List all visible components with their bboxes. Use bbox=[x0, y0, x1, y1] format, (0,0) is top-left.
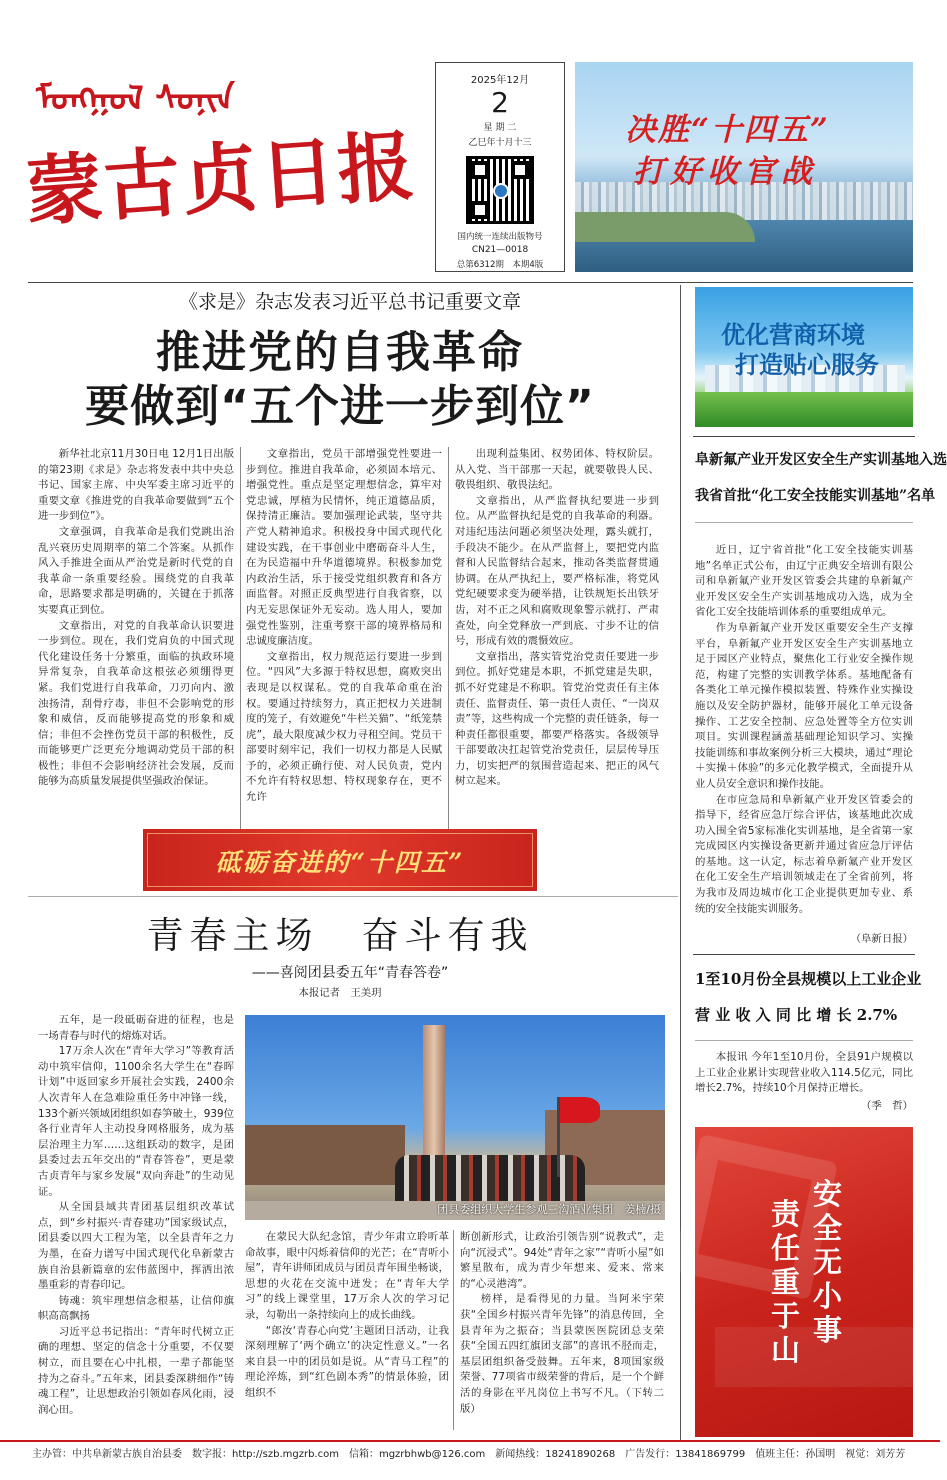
right-article1-headline-1: 阜新氟产业开发区安全生产实训基地入选 bbox=[695, 452, 947, 468]
date-line: 2025年12月 bbox=[470, 75, 530, 86]
lead-col3-p1: 出现利益集团、权势团体、特权阶层。从入党、当干部那一天起，就要敬畏人民、敬畏组织、敬畏法纪。 bbox=[455, 448, 659, 492]
lunar-date: 乙巳年十月十三 bbox=[468, 138, 532, 148]
lead-col2-p2: 文章指出，权力规范运行要进一步到位。“四风”大多源于特权思想，腐败突出表现是以权谋私。党的自我革命重在治权。要通过持续努力，真正把权力关进制度的笼子，有效避免“牛栏关猫”、“纸笼禁虎”，最大限度减少权力寻租空间。党员干部要时刻牢记，我们一切权力都是人民赋予的，必须正确行使、对人民负责，党内不允许有特权思想、特权现象存在，更不允许 bbox=[246, 650, 442, 804]
feature-col-1 bbox=[38, 1013, 234, 1435]
lead-col-3 bbox=[455, 447, 659, 843]
feature-col-2 bbox=[245, 1230, 449, 1435]
feature-col1-p5: 习近平总书记指出：“青年时代树立正确的理想、坚定的信念十分重要，不仅要树立，而且要在心中扎根，一辈子都能坚持为之奋斗。”五年来，团县委深耕细作“铸魂工程”，让思想政治引领如春风化雨，浸润心田。 bbox=[38, 1325, 234, 1416]
right-article1-source: （阜新日报） bbox=[830, 930, 913, 945]
right-article1-p3: 在市应急局和阜新氟产业开发区管委会的指导下，经省应急厅综合评估，该基地此次成功入围全省5家标准化实训基地，是全省第一家完成园区内实操设备更新并通过省应急厅评估的基地。这一认定，标志着阜新氟产业开发区在化工安全生产培训领域走在了全省前列，将为我市及周边城市化工企业提供更加专业、系统的安全技能实训服务。 bbox=[695, 793, 913, 915]
banner-top-line2: 打好收官战 bbox=[633, 154, 818, 190]
right-banner-safety-line1: 安全无小事 bbox=[813, 1177, 843, 1347]
banner-top bbox=[575, 62, 913, 272]
feature-col1-p2: 17万余人次在“青年大学习”等教育活动中筑牢信仰，1100余名大学生在“春晖计划”中返回家乡开展社会实践，2400余人次青年人在急难险重任务中冲锋一线，133个新兴领域团组织如春笋破土，939位各行业青年人主动投身网格服务，成为基层治理主力军……这组跃动的数字，是团县委过去五年交出的“青春答卷”，更是蒙古贞青年与家乡发展“双向奔赴”的生动见证。 bbox=[38, 1045, 234, 1198]
section-banner-text: 砥砺奋进的“十四五” bbox=[215, 848, 465, 877]
lead-col-2 bbox=[246, 447, 442, 843]
right-article2-author: （季 哲） bbox=[840, 1097, 913, 1112]
date-box bbox=[435, 62, 565, 272]
right-banner-business-line2: 打造贴心服务 bbox=[735, 351, 879, 379]
feature-col2-p2: “郎汝‘青春心向党’主题团日活动，让我深刻理解了‘两个确立’的决定性意义。”一名来自县一中的团员如是说。从“青马工程”的理论淬炼，到“红色剧本秀”的情景体验，团组织不 bbox=[245, 1324, 449, 1399]
issn-label: 国内统一连续出版物号 bbox=[457, 232, 543, 242]
feature-col2-p1: 在蒙民大队纪念馆，青少年肃立聆听革命故事，眼中闪烁着信仰的光芒；在“青听小屋”，青年讲师团成员与团员青年围坐畅谈，思想的火花在交流中迸发；在“青年大学习”的线上课堂里，17万余人次的学习记录，勾勒出一条持续向上的成长曲线。 bbox=[245, 1231, 449, 1321]
feature-col1-p3: 从全国县域共青团基层组织改革试点，到“乡村振兴·青春建功”国家级试点，团县委以四大工程为笔，以全县青年之力为墨，在奋力谱写中国式现代化阜新蒙古族自治县新篇章的宏伟蓝图中，挥洒出浓墨重彩的青春印记。 bbox=[38, 1201, 234, 1292]
right-article1-body bbox=[695, 543, 913, 929]
feature-photo-caption: 团县委组织大学生参观三沟酒业集团 姜楠/摄 bbox=[437, 1203, 661, 1216]
feature-col3-p2: 榜样，是看得见的力量。当阿米宇荣获“全国乡村振兴青年先锋”的消息传回，全县青年为之振奋；当县蒙医医院团总支荣获“全国五四红旗团支部”的喜讯不胫而走，基层团组织备受鼓舞。五年来，8项国家级荣誉、77项省市级荣誉的背后，是一个个鲜活的身影在平凡岗位上书写不凡。（下转二版） bbox=[460, 1293, 664, 1415]
feature-col3-p1: 断创新形式，让政治引领告别“说教式”，走向“沉浸式”。94处“青年之家”“青听小屋”如繁星散布，成为青少年想来、爱来、常来的“心灵港湾”。 bbox=[460, 1231, 664, 1290]
footer: 主办管：中共阜新蒙古族自治县委 数字报：http://szb.mgzrb.com 信箱：mgzrbhwb@126.com 新闻热线：18241890268 广告发行：13841869799 值班主任：孙国明 视觉：刘芳芳 bbox=[32, 1449, 906, 1460]
lead-headline-2: 要做到“五个进一步到位” bbox=[85, 381, 595, 432]
banner-top-line1: 决胜“十四五” bbox=[625, 112, 830, 148]
right-article1-p1: 近日，辽宁省首批“化工安全技能实训基地”名单正式公布，由辽宁正典安全培训有限公司和阜新氟产业开发区管委会共建的阜新氟产业开发区安全生产实训基地成功入选，成为全省化工安全技能培训体系的重要组成单元。 bbox=[695, 544, 913, 619]
feature-col-3 bbox=[460, 1230, 664, 1435]
feature-col1-p4: 铸魂：筑牢理想信念根基，让信仰旗帜高高飘扬 bbox=[38, 1294, 234, 1323]
lead-headline-1: 推进党的自我革命 bbox=[156, 327, 524, 378]
lead-kicker: 《求是》杂志发表习近平总书记重要文章 bbox=[178, 291, 521, 313]
masthead-mongolian-script: ᠮᠣᠩᠭᠣᠯ ᠰᠣᠨᠢᠨ bbox=[36, 79, 235, 119]
masthead-title: 蒙古贞日报 bbox=[23, 120, 419, 237]
feature-headline: 青春主场 奋斗有我 bbox=[146, 914, 534, 957]
feature-subtitle: ——喜阅团县委五年“青春答卷” bbox=[251, 965, 449, 981]
lead-col3-p2: 文章指出，从严监督执纪要进一步到位。从严监督执纪是党的自我革命的利器。对违纪违法问题必须坚决处理，露头就打，手段决不能少。在从严监督上，要把党内监督和人民监督结合起来，推动各类监督贯通协调。在从严执纪上，要严格标准，将党风党纪硬要求变为硬举措，让铁规矩长出铁牙齿，对不正之风和腐败现象警示就打、严肃查处，向全党释放一严到底、寸步不让的信号，形成有效的震慑效应。 bbox=[455, 494, 659, 648]
right-article1-p2: 作为阜新氟产业开发区重要安全生产支撑平台，阜新氟产业开发区安全生产实训基地立足于园区产业特点，聚焦化工行业安全操作规范，构建了完整的实训教学体系。基地配备有各类化工单元操作模拟装置、特殊作业实操设施以及安全防护器材，能够开展化工单元设备操作、工艺安全控制、应急处置等全方位实训项目。实训课程涵盖基础理论知识学习、实操技能训练和事故案例分析三大模块，通过“理论＋实操＋体验”的多元化教学模式，全面提升从业人员安全意识和操作技能。 bbox=[695, 621, 913, 790]
lead-col-1 bbox=[38, 447, 234, 843]
right-article2-headline-2: 营 业 收 入 同 比 增 长 2.7% bbox=[695, 1006, 898, 1024]
qr-code[interactable] bbox=[466, 156, 534, 224]
feature-byline: 本报记者 王美玥 bbox=[298, 987, 382, 999]
right-banner-business-line1: 优化营商环境 bbox=[721, 321, 865, 349]
right-banner-safety bbox=[695, 1127, 913, 1437]
lead-col3-p3: 文章指出，落实管党治党责任要进一步到位。抓好党建是本职，不抓党建是失职，抓不好党建是不称职。管党治党责任有主体责任、监督责任、第一责任人责任、“一岗双责”等，这些构成一个完整的责任链条，每一种责任都很重要，都要严格落实。各级领导干部要敢决扛起管党治党责任，层层传导压力，切实把严的氛围营造起来、把正的风气树立起来。 bbox=[455, 650, 659, 788]
feature-photo bbox=[245, 1015, 665, 1220]
date-day: 2 bbox=[491, 86, 509, 119]
lead-col1-p1: 新华社北京11月30日电 12月1日出版的第23期《求是》杂志将发表中共中央总书记、国家主席、中央军委主席习近平的重要文章《推进党的自我革命要做到“五个进一步到位”》。 bbox=[38, 448, 234, 523]
lead-col1-p3: 文章指出，对党的自我革命认识要进一步到位。现在，我们党肩负的中国式现代化建设任务十分繁重，面临的执政环境异常复杂，自我革命这根弦必须绷得更紧。我们党进行自我革命，刀刃向内、激浊扬清，刮骨疗毒，非但不会影响党的形象和威信，反而能够提高党的形象和威信；非但不会挫伤党员干部的积极性，反而能够更广泛更充分地调动党员干部的积极性；非但不会影响经济社会发展，反而能够为高质量发展提供坚强政治保证。 bbox=[38, 619, 234, 788]
feature-col1-p1: 五年，是一段砥砺奋进的征程，也是一场青春与时代的熔炼对话。 bbox=[38, 1014, 234, 1042]
issue-info: 总第6312期 本期4版 bbox=[456, 260, 544, 270]
lead-col2-p1: 文章指出，党员干部增强党性要进一步到位。推进自我革命，必须固本培元、增强党性。重点是坚定理想信念，算牢对党忠诚，厚植为民情怀，纯正道德品质，保持清正廉洁。要加强理论武装，坚守共产党人精神追求。积极投身中国式现代化建设实践，在干事创业中磨砺奋斗人生，在为民造福中升华道德境界。积极参加党内政治生活，乐于接受党组织教育和各方面监督。对照正反典型进行自我省察，以内无妄思保证外无妄动。选人用人，要加强党性鉴别，注重考察干部的境界格局和忠诚度廉洁度。 bbox=[246, 448, 442, 648]
weekday: 星 期 二 bbox=[483, 123, 517, 133]
right-article2-headline-1: 1至10月份全县规模以上工业企业 bbox=[695, 970, 922, 988]
lead-col1-p2: 文章强调，自我革命是我们党跳出治乱兴衰历史周期率的第二个答案。从抓作风入手推进全面从严治党是新时代党的自我革命一条重要经验。围绕党的自我革命，思路要求都是明确的，关键在于抓落实要真正到位。 bbox=[38, 525, 234, 616]
right-article1-headline-2: 我省首批“化工安全技能实训基地”名单 bbox=[695, 488, 936, 504]
right-banner-safety-line2: 责任重于山 bbox=[771, 1197, 801, 1367]
cn-number: CN21—0018 bbox=[471, 245, 529, 255]
right-banner-business bbox=[695, 287, 913, 427]
section-banner bbox=[143, 829, 537, 891]
right-article2-body: 本报讯 今年1至10月份，全县91户规模以上工业企业累计实现营业收入114.5亿元，同比增长2.7%，持续10个月保持正增长。 bbox=[695, 1051, 913, 1095]
